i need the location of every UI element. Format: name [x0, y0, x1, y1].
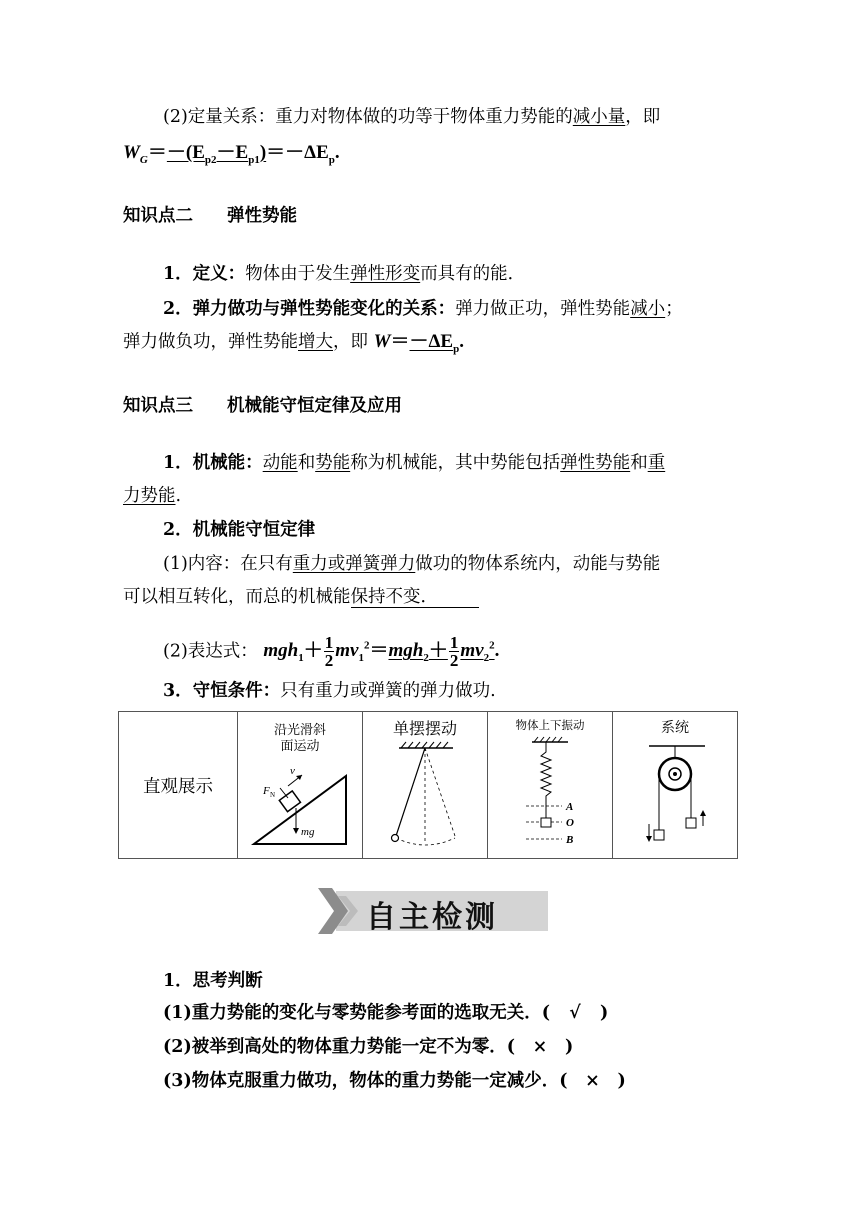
law-content-cont [123, 585, 479, 609]
text: ，即 [625, 107, 661, 127]
text: 称为机械能，其中势能包括 [350, 453, 561, 473]
symbol: mgh [263, 640, 299, 662]
table-label: 直观展示 [119, 712, 238, 859]
check-item-1 [163, 1001, 608, 1025]
denominator: 2 [449, 651, 459, 671]
check-item-3 [163, 1069, 626, 1093]
section-title: 机械能守恒定律及应用 [227, 396, 402, 416]
symbol: W [123, 142, 140, 163]
symbol: ＋ [303, 640, 323, 662]
text: 弹力做正功，弹性势能 [455, 299, 631, 319]
mechanical-energy-def-cont [123, 484, 181, 508]
text: 只有重力或弹簧的弹力做功. [280, 681, 496, 701]
blank-answer [166, 142, 267, 166]
incline-cell [238, 712, 363, 859]
position-label: A [566, 801, 574, 813]
caption: 沿光滑斜 [273, 723, 327, 738]
symbol: －E [216, 142, 249, 163]
incline-diagram [238, 712, 362, 858]
check-item-2 [163, 1035, 573, 1059]
pulley-diagram [613, 712, 737, 858]
symbol: ) [259, 142, 267, 163]
denominator: 2 [324, 651, 334, 671]
symbol: ＝ [147, 142, 167, 163]
velocity-label: v [290, 765, 295, 777]
symbol: －ΔE [409, 331, 454, 352]
elastic-relation [163, 297, 683, 321]
text: ，即 [333, 332, 368, 352]
normal-force-label: F [263, 785, 270, 797]
pulley-cell [613, 712, 738, 859]
symbol: ＝ [390, 331, 410, 352]
fraction-half [449, 634, 460, 669]
cross-mark: × [585, 1071, 600, 1091]
subscript: 2 [423, 652, 429, 665]
blank-answer: 动能 [262, 453, 298, 473]
text: (2)表达式： [163, 641, 258, 662]
definition [163, 262, 525, 286]
symbol: . [459, 331, 464, 352]
text: 可以相互转化，而总的机械能 [123, 587, 351, 607]
block-shape [279, 791, 300, 812]
blank-answer: 弹性势能 [560, 453, 631, 473]
conservation-condition [163, 679, 496, 703]
text: 保持不变． [350, 587, 438, 607]
text: ； [665, 299, 683, 319]
section-number: 知识点二 [123, 206, 193, 226]
elastic-relation-cont [123, 330, 464, 361]
section-heading-3 [123, 394, 402, 418]
position-label: O [566, 817, 574, 829]
bracket: ) [617, 1071, 626, 1091]
symbol: ＝－ΔE [266, 142, 329, 163]
law-expression [163, 624, 499, 680]
caption: 物体上下振动 [515, 718, 585, 732]
symbol: ＋ [428, 640, 448, 662]
question-text: (1)重力势能的变化与零势能参考面的选取无关．( [163, 1003, 551, 1023]
law-content [163, 552, 660, 576]
subscript: p [453, 342, 460, 355]
blank-answer [351, 587, 479, 608]
banner-title: 自主检测 [366, 900, 498, 935]
caption: 系统 [661, 720, 689, 736]
superscript: 2 [363, 640, 370, 652]
blank-answer [409, 331, 460, 355]
mass-left [654, 830, 664, 840]
law-title: 2．机械能守恒定律 [163, 520, 316, 540]
text: 做功的物体系统内，动能与势能 [415, 554, 661, 574]
section-number: 知识点三 [123, 396, 193, 416]
text: (1)内容：在只有 [163, 554, 293, 574]
check-title: 1．思考判断 [163, 971, 263, 991]
symbol: mv [335, 640, 359, 662]
item-label: 3．守恒条件： [163, 681, 281, 701]
blank-answer: 重力或弹簧弹力 [292, 554, 416, 574]
symbol: －(E [166, 142, 205, 163]
superscript: 2 [489, 640, 495, 652]
check-mark: √ [569, 1003, 581, 1023]
gravity-work-formula [123, 141, 340, 172]
bracket: ) [600, 1003, 609, 1023]
text: 而具有的能． [420, 264, 526, 284]
question-text: (3)物体克服重力做功，物体的重力势能一定减少．( [163, 1071, 568, 1091]
numerator: 1 [324, 633, 334, 653]
blank-answer: 减小量 [572, 107, 626, 127]
bracket: ) [565, 1037, 574, 1057]
pendulum-diagram [363, 712, 487, 858]
pendulum-bob [392, 835, 399, 842]
subscript: 1 [298, 652, 304, 665]
section-heading-2 [123, 204, 297, 228]
subscript: N [270, 791, 276, 799]
spring [541, 742, 551, 808]
swing-arc [396, 838, 455, 845]
text: 弹力做负功，弹性势能 [123, 332, 298, 352]
mass-right [686, 818, 696, 828]
ceiling-hatch [401, 742, 448, 748]
symbol: . [334, 142, 340, 163]
symbol: ＝ [369, 640, 389, 662]
subscript: 1 [358, 652, 364, 665]
caption: 面运动 [280, 739, 320, 754]
subscript: p1 [248, 153, 260, 166]
text: 和 [297, 453, 316, 473]
blank-answer: 势能 [315, 453, 351, 473]
symbol: . [494, 640, 500, 662]
blank-answer [388, 633, 495, 671]
caption: 单摆摆动 [392, 719, 458, 738]
item-label: 1．机械能： [163, 453, 263, 473]
cross-mark: × [532, 1037, 548, 1057]
item-label: 1．定义： [163, 264, 246, 284]
subscript: p [328, 153, 335, 166]
symbol: mgh [388, 640, 424, 662]
symbol: mv [460, 640, 484, 662]
question-text: (2)被举到高处的物体重力势能一定不为零．( [163, 1037, 516, 1057]
spring-diagram [488, 712, 612, 858]
quantitative-relation [163, 105, 660, 129]
text: 物体由于发生 [245, 264, 351, 284]
subscript: G [139, 153, 148, 166]
fraction-half [324, 634, 335, 669]
pendulum-cell [363, 712, 488, 859]
blank-answer: 弹性形变 [350, 264, 421, 284]
text: . [175, 486, 182, 506]
blank-answer: 增大 [298, 332, 333, 352]
section-title: 弹性势能 [227, 206, 297, 226]
pendulum-string [396, 748, 425, 836]
blank-answer: 力势能 [123, 486, 176, 506]
gravity-label: mg [301, 826, 315, 838]
subscript: p2 [204, 153, 217, 166]
blank-answer: 减小 [630, 299, 666, 319]
text: 和 [630, 453, 648, 473]
visual-demo-table [118, 711, 738, 859]
subscript: 2 [483, 652, 490, 665]
position-label: B [566, 834, 574, 846]
spring-cell [488, 712, 613, 859]
mass-block [541, 818, 551, 827]
text: (2)定量关系：重力对物体做的功等于物体重力势能的 [163, 107, 573, 127]
mechanical-energy-def [163, 451, 665, 475]
item-label: 2．弹力做功与弹性势能变化的关系： [163, 299, 456, 319]
symbol: W [373, 331, 391, 352]
blank-answer: 重 [647, 453, 666, 473]
numerator: 1 [449, 633, 459, 653]
